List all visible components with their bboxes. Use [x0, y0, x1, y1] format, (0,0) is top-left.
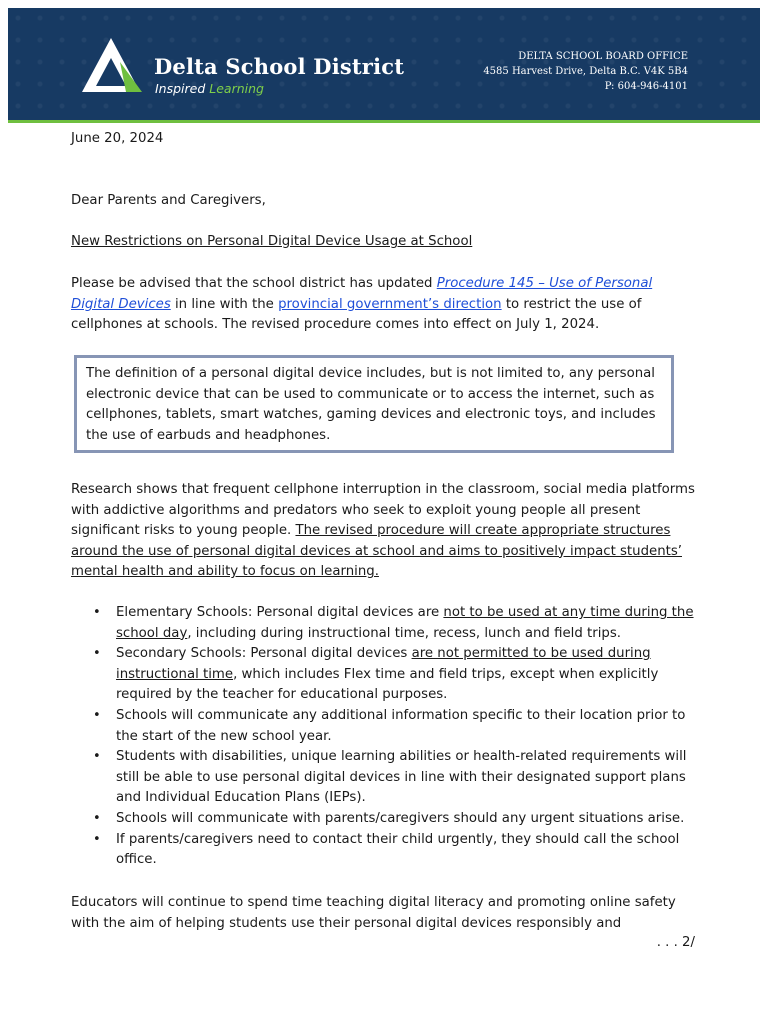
procedure-145-link[interactable]: Procedure 145 – Use of Personal Digital Devices	[71, 276, 653, 312]
device-definition-callout: The definition of a personal digital device includes, but is not limited to, any personal electronic device that can be used to communicate or to access the internet, such as cellphones, tablets, smart watches, gaming devices and electronic toys, and includes the use of earbuds and headphones.	[74, 355, 674, 453]
bullet-icon: •	[93, 605, 101, 620]
letter-subject: New Restrictions on Personal Digital Device Usage at School	[71, 234, 473, 249]
restrictions-list	[71, 603, 695, 871]
list-item: • Elementary Schools: Personal digital devices are not to be used at any time during the school day, including during instructional time, recess, lunch and field trips.	[93, 605, 694, 641]
bullet-icon: •	[93, 646, 101, 662]
salutation: Dear Parents and Caregivers,	[71, 193, 266, 208]
bullet-icon: •	[93, 831, 101, 847]
list-item: • Schools will communicate any additional information specific to their location prior to the start of the new school year.	[93, 707, 686, 744]
list-item: • Students with disabilities, unique learning abilities or health-related requirements will still be able to use personal digital devices in line with their designated support plans and Individual Education Plans (IEPs).	[93, 749, 687, 806]
intro-paragraph: Please be advised that the school district has updated Procedure 145 – Use of Personal Digital Devices in line with the provincial government’s direction to restrict the use of cellphones at schools. The revised procedure comes into effect on July 1, 2024.	[71, 276, 653, 333]
provincial-direction-link[interactable]: provincial government’s direction	[278, 296, 502, 312]
district-name: Delta School District	[154, 54, 405, 79]
page-continuation-marker: . . . 2/	[656, 935, 695, 950]
district-tagline: Inspired Learning	[155, 81, 264, 96]
office-address: 4585 Harvest Drive, Delta B.C. V4K 5B4	[483, 66, 688, 77]
list-item: • If parents/caregivers need to contact their child urgently, they should call the school office.	[93, 831, 680, 868]
closing-paragraph: Educators will continue to spend time teaching digital literacy and promoting online safety with the aim of helping students use their personal digital devices responsibly and	[71, 895, 676, 931]
letterhead-banner	[8, 8, 760, 123]
office-name: DELTA SCHOOL BOARD OFFICE	[518, 51, 688, 62]
research-paragraph: Research shows that frequent cellphone interruption in the classroom, social media platforms with addictive algorithms and predators who seek to exploit young people all present significant risks to young people. The revised procedure will create appropriate structures around the use of personal digital devices at school and aims to positively impact students’ mental health and ability to focus on learning.	[71, 482, 695, 580]
letter-date: June 20, 2024	[71, 131, 164, 146]
bullet-icon: •	[93, 810, 101, 826]
office-phone: P: 604-946-4101	[604, 81, 688, 92]
bullet-icon: •	[93, 707, 101, 723]
list-item: • Secondary Schools: Personal digital devices are not permitted to be used during instructional time, which includes Flex time and field trips, except when explicitly required by the teacher for educational purposes.	[93, 646, 659, 703]
bullet-icon: •	[93, 749, 101, 765]
delta-triangle-logo-icon	[80, 36, 142, 94]
office-address-block	[483, 49, 688, 94]
list-item: • Schools will communicate with parents/caregivers should any urgent situations arise.	[71, 809, 695, 830]
